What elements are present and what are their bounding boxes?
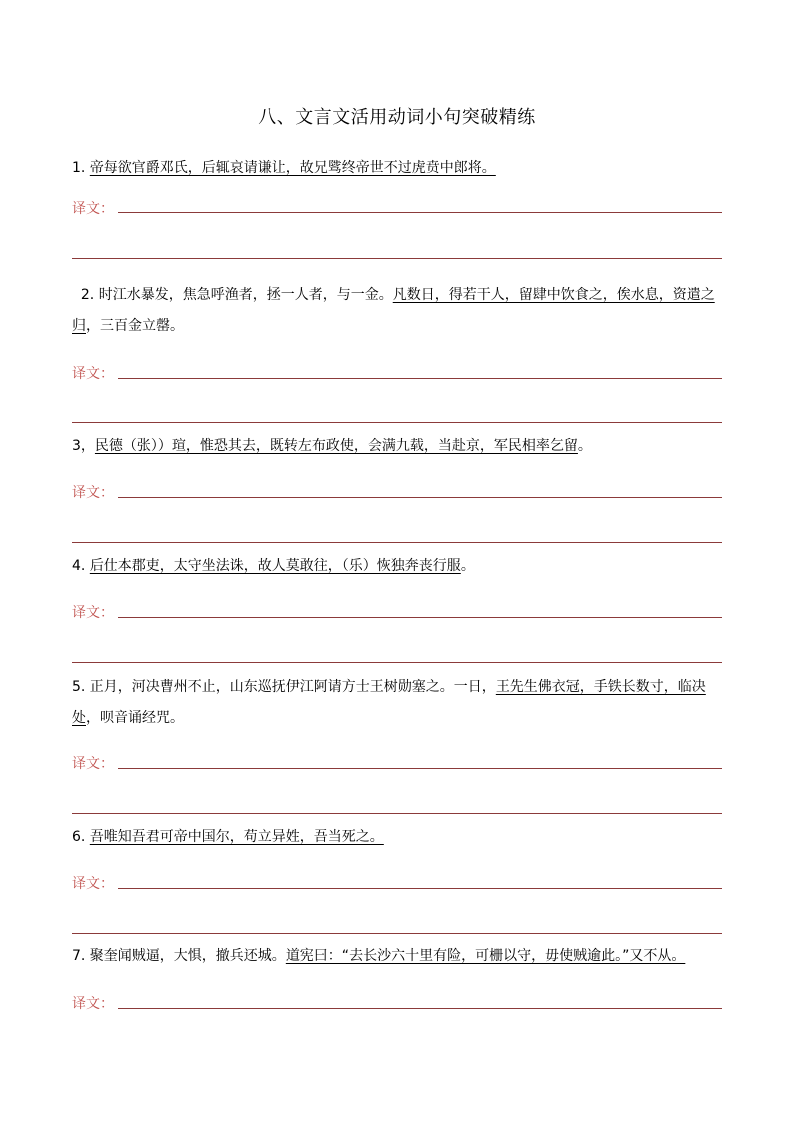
answer-line[interactable] [118, 497, 722, 498]
answer-line[interactable] [118, 768, 722, 769]
q-part: ，三百金立罄。 [86, 318, 184, 334]
question-4 [72, 551, 724, 582]
q-part: 7. 聚奎闻贼逼，大惧，撤兵还城。 [72, 948, 286, 964]
question-2 [72, 280, 724, 342]
q-part-underlined: 民德（张））瑄，惟恐其去，既转左布政使，会满九载，当赴京，军民相率乞留 [94, 438, 578, 454]
answer-line[interactable] [72, 813, 722, 814]
q-part-underlined: 吾唯知吾君可帝中国尔，苟立异姓，吾当死之。 [89, 829, 384, 845]
answer-line[interactable] [72, 662, 722, 663]
q-part: 。 [577, 438, 592, 454]
q-part: 4. [72, 558, 90, 574]
question-6 [72, 822, 724, 853]
translation-label: 译文： [72, 201, 114, 217]
q-part: 3， [72, 438, 95, 454]
translation-label: 译文： [72, 756, 114, 772]
translation-label: 译文： [72, 485, 114, 501]
question-5 [72, 672, 724, 734]
answer-line[interactable] [118, 888, 722, 889]
q-part: 1. [72, 160, 90, 176]
answer-line[interactable] [118, 1008, 722, 1009]
q-part-underlined: 道宪曰：“去长沙六十里有险，可栅以守，毋使贼逾此。”又不从。 [285, 948, 686, 964]
q-part-underlined: 凡数日，得若干人，留肆中饮食之，俟水息，资遣之归 [72, 287, 715, 334]
answer-line[interactable] [118, 212, 722, 213]
q-part-underlined: 王先生佛衣冠，手铁长数寸，临决处 [72, 679, 706, 726]
question-7 [72, 941, 724, 972]
answer-line[interactable] [72, 258, 722, 259]
answer-line[interactable] [118, 617, 722, 618]
answer-line[interactable] [118, 378, 722, 379]
answer-line[interactable] [72, 933, 722, 934]
q-part: 。 [460, 558, 475, 574]
translation-label: 译文： [72, 996, 114, 1012]
question-1 [72, 153, 724, 184]
answer-line[interactable] [72, 542, 722, 543]
q-part-underlined: 帝每欲官爵邓氏，后辄哀请谦让，故兄骘终帝世不过虎贲中郎将。 [89, 160, 496, 176]
translation-label: 译文： [72, 876, 114, 892]
question-3 [72, 431, 724, 462]
q-part: 6. [72, 829, 90, 845]
q-part: 2. 时江水暴发，焦急呼渔者，拯一人者，与一金。 [72, 287, 393, 303]
q-part: ，呗音诵经咒。 [86, 710, 184, 726]
q-part-underlined: 后仕本郡吏，太守坐法诛，故人莫敢往，（乐）恢独奔丧行服 [89, 558, 461, 574]
translation-label: 译文： [72, 366, 114, 382]
answer-line[interactable] [72, 422, 722, 423]
translation-label: 译文： [72, 605, 114, 621]
page-title: 八、文言文活用动词小句突破精练 [258, 107, 536, 128]
q-part: 5. 正月，河决曹州不止，山东巡抚伊江阿请方士王树勋塞之。一日， [72, 679, 496, 695]
